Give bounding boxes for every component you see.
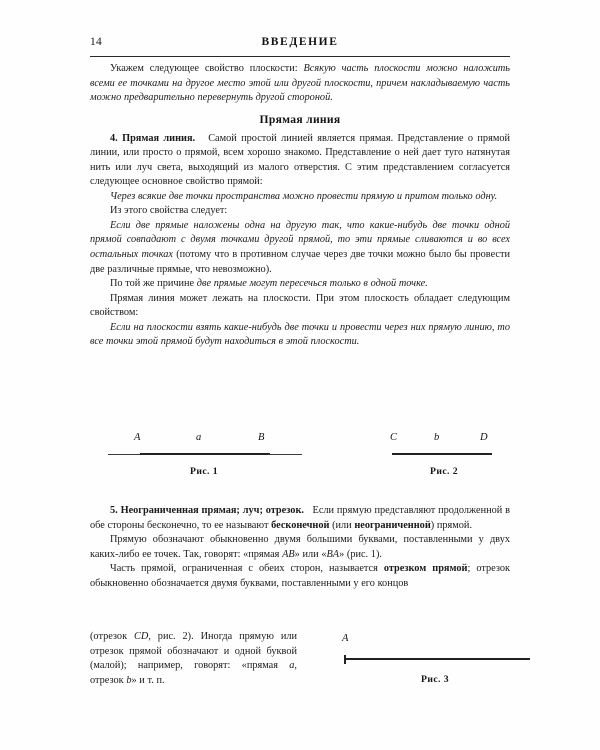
figure-3-ray bbox=[344, 658, 530, 660]
item-5-text-1: Если прямую представляют продолженной в обе стороны бесконечно, то ее называют bbox=[90, 505, 510, 531]
item-5-bold-unbounded: неограниченной bbox=[354, 519, 431, 531]
plane-property-italic: Всякую часть плоскости можно наложить всеми ее точками на другое место этой или другой плоскости, причем накладываемую часть можно предварительно перевернуть другой стороной. bbox=[90, 63, 510, 104]
figure-1-labels bbox=[108, 432, 300, 448]
text-column-lower bbox=[90, 504, 510, 591]
segment-cont-t4: » и т. п. bbox=[131, 674, 165, 686]
segment-cont-t2: , рис. 2). Иногда прямую или отрезок прямой обозначают и одной буквой (малой); например, говорят: «прямая bbox=[90, 631, 297, 671]
figure-1-caption: Рис. 1 bbox=[190, 466, 218, 477]
segment-def-t2: ; отрезок обыкновенно обозначается двумя буквами, поставленными у его концов bbox=[90, 563, 510, 589]
item-5-text-2: (или bbox=[329, 519, 355, 531]
corollary-intersect bbox=[90, 277, 510, 292]
header-rule bbox=[90, 56, 510, 57]
figure-3 bbox=[340, 630, 530, 700]
figure-2-point-D: D bbox=[480, 432, 488, 443]
segment-cont-t3: , отрезок bbox=[90, 660, 297, 686]
para-plane-property bbox=[90, 62, 510, 106]
segment-cont-CD: CD bbox=[134, 631, 149, 642]
figure-1-left-extension bbox=[108, 454, 142, 455]
segment-def-bold: отрезком прямой bbox=[383, 563, 468, 575]
segment-cont-b: b bbox=[126, 674, 132, 686]
corollary-merge bbox=[90, 219, 510, 277]
figure-2-caption: Рис. 2 bbox=[430, 466, 458, 477]
follows-lead: Из этого свойства следует: bbox=[110, 205, 228, 217]
plane-line-lead: Прямая линия может лежать на плоскости. При этом плоскость обладает следующим свойством: bbox=[90, 292, 510, 319]
running-title: ВВЕДЕНИЕ bbox=[261, 36, 339, 48]
naming-line-t1: Прямую обозначают обыкновенно двумя большими буквами, поставленными у двух каких-либо ее точек. Так, говорят: «прямая bbox=[90, 534, 510, 560]
segment-def-t1: Часть прямой, ограниченная с обеих сторон, называется bbox=[110, 563, 384, 575]
item-5-text-3: ) прямой. bbox=[430, 519, 473, 531]
running-head bbox=[90, 36, 510, 58]
lower-wrap-block bbox=[90, 630, 510, 688]
item-4-number-title: 4. Прямая линия. bbox=[110, 132, 196, 144]
figure-1-label-a: a bbox=[196, 432, 202, 443]
figure-1-point-B: B bbox=[258, 432, 265, 443]
figure-1-segment-AB bbox=[140, 453, 270, 455]
corollary-intersect-lead: По той же причине bbox=[110, 278, 197, 290]
naming-line-AB: AB bbox=[282, 548, 295, 560]
figure-2-labels bbox=[390, 432, 498, 448]
figure-2 bbox=[390, 432, 498, 477]
figure-3-caption: Рис. 3 bbox=[421, 674, 449, 685]
figure-2-point-C: C bbox=[390, 432, 398, 443]
naming-line-t3: » (рис. 1). bbox=[339, 548, 382, 560]
figure-2-segment-CD bbox=[392, 453, 492, 455]
section-heading-straight-line: Прямая линия bbox=[259, 112, 341, 126]
corollary-merge-italic: Если две прямые наложены одна на другую так, что какие-нибудь две точки одной прямой совпадают с двумя точками другой прямой, то эти прямые сливаются и во всех остальных точках bbox=[90, 219, 510, 261]
para-segment-continued bbox=[90, 630, 297, 688]
figure-band bbox=[90, 432, 510, 494]
page-number: 14 bbox=[90, 36, 102, 48]
naming-line-BA: BA bbox=[326, 548, 340, 560]
item-4-text: Самой простой линией является прямая. Представление о прямой линии, или просто о прямой, всем хорошо знакомо. Представление о ней дает туго натянутая нить или луч света, выходящий из малого отверстия. С этим представлением согласуется следующее основное свойство прямой: bbox=[90, 132, 510, 188]
item-5-number-title: 5. Неограниченная прямая; луч; отрезок. bbox=[110, 505, 304, 516]
axiom-two-points: Через всякие две точки пространства можно провести прямую и притом только одну. bbox=[110, 190, 498, 202]
corollary-intersect-italic: две прямые могут пересечься только в одной точке. bbox=[196, 278, 428, 290]
para-item-4 bbox=[90, 132, 510, 190]
figure-3-point-A: A bbox=[342, 633, 349, 644]
para-segment-definition bbox=[90, 562, 510, 591]
corollary-merge-roman: (потому что в противном случае через две точки можно было бы провести две различные прямые, что невозможно). bbox=[90, 249, 510, 275]
figure-2-label-b: b bbox=[434, 432, 440, 443]
segment-cont-a: a bbox=[289, 660, 295, 671]
item-5-bold-infinite: бесконечной bbox=[271, 519, 330, 531]
plane-property-lead: Укажем следующее свойство плоскости: bbox=[110, 63, 304, 74]
naming-line-t2: » или « bbox=[294, 548, 327, 560]
plane-axiom: Если на плоскости взять какие-нибудь две точки и провести через них прямую линию, то все точки этой прямой будут находиться в этой плоскости. bbox=[90, 321, 510, 348]
figure-1-point-A: A bbox=[134, 432, 141, 443]
figure-1-right-extension bbox=[268, 454, 302, 455]
para-item-5 bbox=[90, 504, 510, 533]
para-naming-line bbox=[90, 533, 510, 562]
lower-text-block bbox=[90, 630, 297, 688]
text-column bbox=[90, 62, 510, 350]
segment-cont-t1: (отрезок bbox=[90, 631, 134, 642]
figure-1 bbox=[108, 432, 300, 477]
